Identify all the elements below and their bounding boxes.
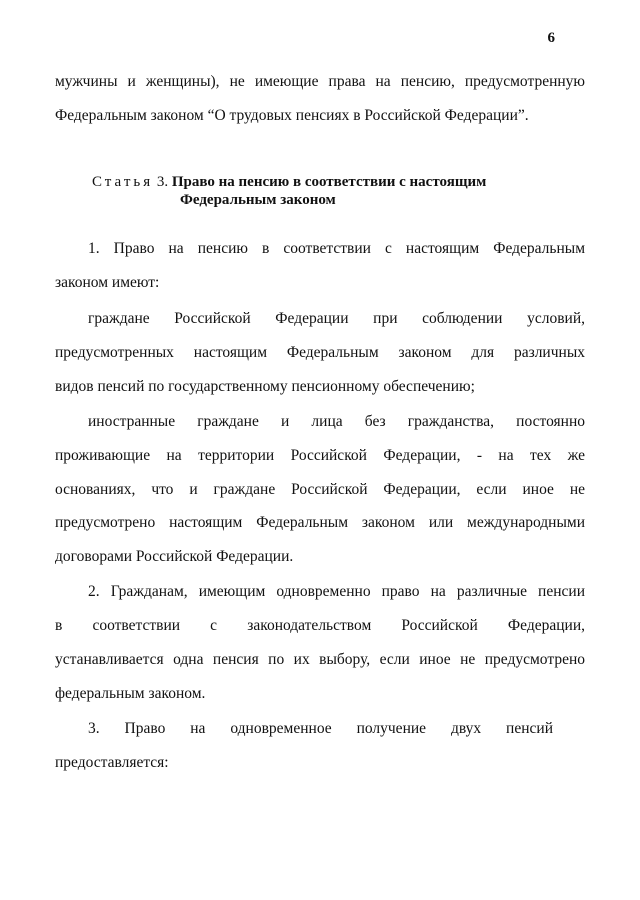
article-number: 3. bbox=[153, 174, 169, 190]
p2-line-2: предусмотренных настоящим Федеральным законом для различных bbox=[55, 344, 585, 361]
p2-line-1: граждане Российской Федерации при соблюдении условий, bbox=[88, 310, 585, 327]
article-title-line-2: Федеральным законом bbox=[180, 192, 336, 208]
p4-line-3: устанавливается одна пенсия по их выбору, если иное не предусмотрено bbox=[55, 651, 585, 668]
carryover-line-2: Федеральным законом “О трудовых пенсиях в Российской Федерации”. bbox=[55, 107, 529, 124]
p3-line-4: предусмотрено настоящим Федеральным законом или международными bbox=[55, 514, 585, 531]
article-heading bbox=[92, 172, 486, 192]
article-label: Статья bbox=[92, 174, 154, 190]
article-title-line-1: Право на пенсию в соответствии с настоящим bbox=[171, 174, 487, 190]
p3-line-3: основаниях, что и граждане Российской Федерации, если иное не bbox=[55, 481, 585, 498]
p1-line-1: 1. Право на пенсию в соответствии с настоящим Федеральным bbox=[88, 240, 585, 257]
p3-line-5: договорами Российской Федерации. bbox=[55, 548, 294, 565]
p5-line-2: предоставляется: bbox=[55, 754, 169, 771]
p2-line-3: видов пенсий по государственному пенсионному обеспечению; bbox=[55, 378, 475, 395]
p4-line-4: федеральным законом. bbox=[55, 685, 206, 702]
page-number: 6 bbox=[547, 30, 555, 46]
p4-line-2: в соответствии с законодательством Российской Федерации, bbox=[55, 617, 585, 634]
p1-line-2: законом имеют: bbox=[55, 274, 160, 291]
p4-line-1: 2. Гражданам, имеющим одновременно право на различные пенсии bbox=[88, 583, 585, 600]
p3-line-1: иностранные граждане и лица без гражданства, постоянно bbox=[88, 413, 585, 430]
carryover-line-1: мужчины и женщины), не имеющие права на пенсию, предусмотренную bbox=[55, 73, 585, 90]
p5-line-1: 3. Право на одновременное получение двух пенсий bbox=[88, 720, 553, 737]
p3-line-2: проживающие на территории Российской Федерации, - на тех же bbox=[55, 447, 585, 464]
